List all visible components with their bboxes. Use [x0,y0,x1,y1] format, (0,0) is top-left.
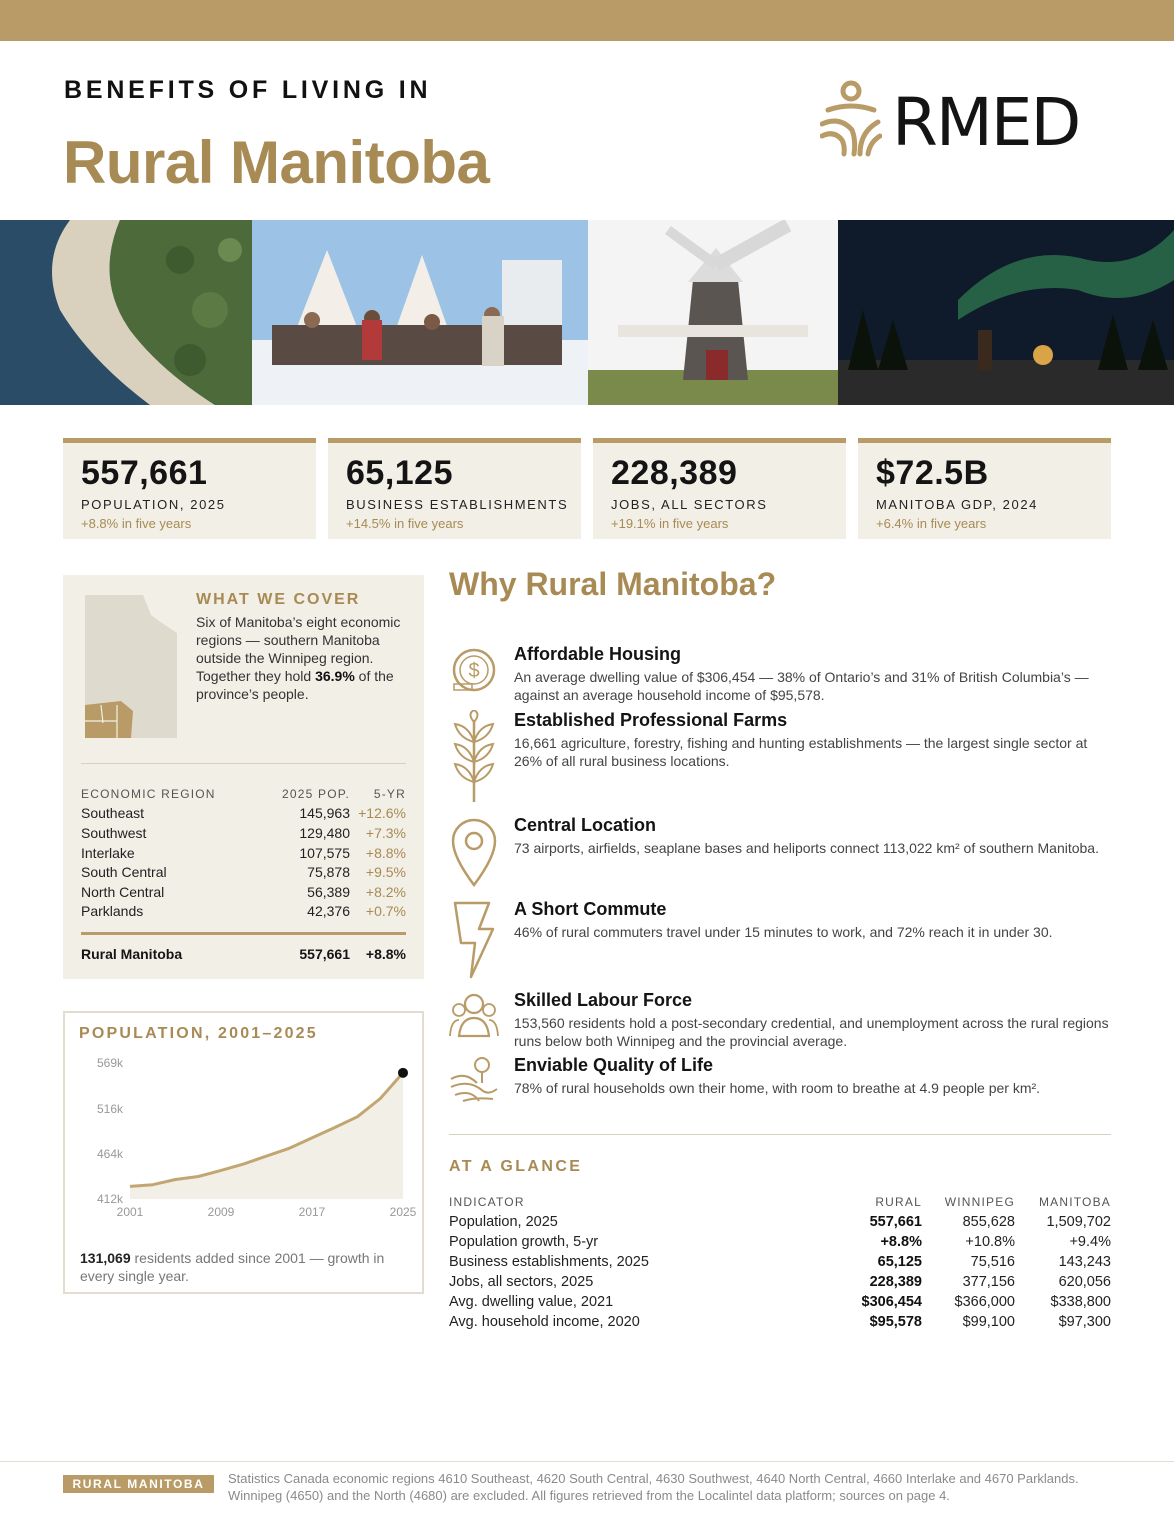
wheat-icon [449,710,499,805]
benefit-title: Established Professional Farms [514,710,788,730]
table-row: Southeast 145,963 +12.6% [81,805,406,822]
table-row: Jobs, all sectors, 2025 228,389 377,156 620,056 [449,1274,1111,1290]
stat-card-gdp [858,438,1111,539]
photo-windmill [588,220,838,405]
stat-value: 557,661 [81,454,208,492]
population-chart-panel [63,1011,424,1294]
rmed-logo-mark-icon [820,80,882,158]
table-row: Business establishments, 2025 65,125 75,516 143,243 [449,1254,1111,1270]
table-row: Avg. dwelling value, 2021 $306,454 $366,000 $338,800 [449,1294,1111,1310]
stat-change: +19.1% in five years [611,516,729,531]
table-row: Population, 2025 557,661 855,628 1,509,702 [449,1214,1111,1230]
stat-label: POPULATION, 2025 [81,497,226,512]
photo-northern-lights [838,220,1174,405]
benefit-text: An average dwelling value of $306,454 — 38% of Ontario’s and 31% of British Columbia’s — against an average household income of $95,578. [514,669,1089,703]
benefit-title: Central Location [514,815,657,835]
benefit-title: Enviable Quality of Life [514,1055,714,1075]
divider [81,763,406,764]
cover-description: Six of Manitoba’s eight economic regions — southern Manitoba outside the Winnipeg region. Together they hold 36.9% of the province’s people. [196,614,401,702]
x-tick-label: 2009 [207,1205,235,1219]
benefit-text: 78% of rural households own their home, with room to breathe at 4.9 people per km². [514,1080,1041,1096]
page-title: Rural Manitoba [63,129,490,196]
y-tick-label: 516k [96,1101,123,1116]
map-pin-icon [449,815,499,895]
benefit-title: Affordable Housing [514,644,681,664]
footer-divider [0,1461,1174,1462]
stat-value: 65,125 [346,454,453,492]
photo-strip [0,220,1174,405]
benefit-text: 16,661 agriculture, forestry, fishing and hunting establishments — the largest single sector at 26% of all rural business locations. [514,735,1088,769]
stat-card-population [63,438,316,539]
photo-lakeshore [0,220,252,405]
benefit-text: 153,560 residents hold a post-secondary credential, and unemployment across the rural regions runs below both Winnipeg and the provincial average. [514,1015,1109,1049]
stat-label: MANITOBA GDP, 2024 [876,497,1038,512]
x-tick-label: 2017 [298,1205,326,1219]
benefit-title: A Short Commute [514,899,667,919]
what-we-cover-panel [63,575,424,979]
y-tick-label: 412k [96,1192,123,1206]
table-row: Interlake 107,575 +8.8% [81,844,406,861]
region-total-row: Rural Manitoba 557,661 +8.8% [81,946,406,962]
table-row: Parklands 42,376 +0.7% [81,903,406,920]
divider [449,1134,1111,1135]
footer-badge: RURAL MANITOBA [63,1475,214,1493]
top-accent-bar [0,0,1174,41]
glance-title: AT A GLANCE [449,1158,583,1175]
stat-value: $72.5B [876,454,989,492]
landscape-icon [449,1055,499,1105]
people-icon [449,990,499,1050]
page-kicker: BENEFITS OF LIVING IN [64,76,432,104]
endpoint-marker [398,1068,408,1078]
stat-cards [63,438,1111,539]
stat-change: +8.8% in five years [81,516,192,531]
photo-winter-festival [252,220,588,405]
table-row: North Central 56,389 +8.2% [81,883,406,900]
glance-table-header: INDICATOR RURAL WINNIPEG MANITOBA [449,1195,1111,1209]
table-row: Avg. household income, 2020 $95,578 $99,100 $97,300 [449,1314,1111,1330]
why-heading: Why Rural Manitoba? [449,566,777,602]
stat-card-jobs [593,438,846,539]
table-row: Southwest 129,480 +7.3% [81,824,406,841]
stat-value: 228,389 [611,454,738,492]
stat-label: JOBS, ALL SECTORS [611,497,768,512]
y-tick-label: 569k [96,1056,123,1070]
region-table-header: ECONOMIC REGION 2025 POP. 5-YR [81,786,406,801]
benefit-title: Skilled Labour Force [514,990,693,1010]
x-tick-label: 2001 [116,1205,144,1219]
benefit-text: 73 airports, airfields, seaplane bases and heliports connect 113,022 km² of southern Manitoba. [514,840,1099,856]
x-tick-label: 2025 [389,1205,417,1219]
benefit-text: 46% of rural commuters travel under 15 minutes to work, and 72% reach it in under 30. [514,924,1053,940]
stat-label: BUSINESS ESTABLISHMENTS [346,497,569,512]
stat-card-business [328,438,581,539]
total-divider [81,932,406,935]
table-row: Population growth, 5-yr +8.8% +10.8% +9.4% [449,1234,1111,1250]
y-tick-label: 464k [96,1146,123,1161]
svg-text:$: $ [468,660,480,682]
lightning-icon [449,899,499,979]
manitoba-map-icon [81,593,181,738]
cover-title: WHAT WE COVER [196,591,361,608]
chart-title: POPULATION, 2001–2025 [79,1025,318,1042]
logo-wordmark: RMED [892,84,1080,161]
rmed-logo [820,80,1120,160]
footer-sources: Statistics Canada economic regions 4610 Southeast, 4620 South Central, 4630 Southwest, 4640 North Central, 4660 Interlake and 4670 Parklands. Winnipeg (4650) and the North (4680) are excluded. All figures retrieved from the Localintel data platform; sources on page 4. [228,1471,1079,1503]
table-row: South Central 75,878 +9.5% [81,864,406,881]
region-table [81,784,406,921]
chart-note: 131,069 residents added since 2001 — growth in every single year. [80,1250,385,1284]
stat-change: +6.4% in five years [876,516,987,531]
stat-change: +14.5% in five years [346,516,464,531]
population-area-chart [65,1049,422,1229]
glance-table [449,1192,1111,1332]
